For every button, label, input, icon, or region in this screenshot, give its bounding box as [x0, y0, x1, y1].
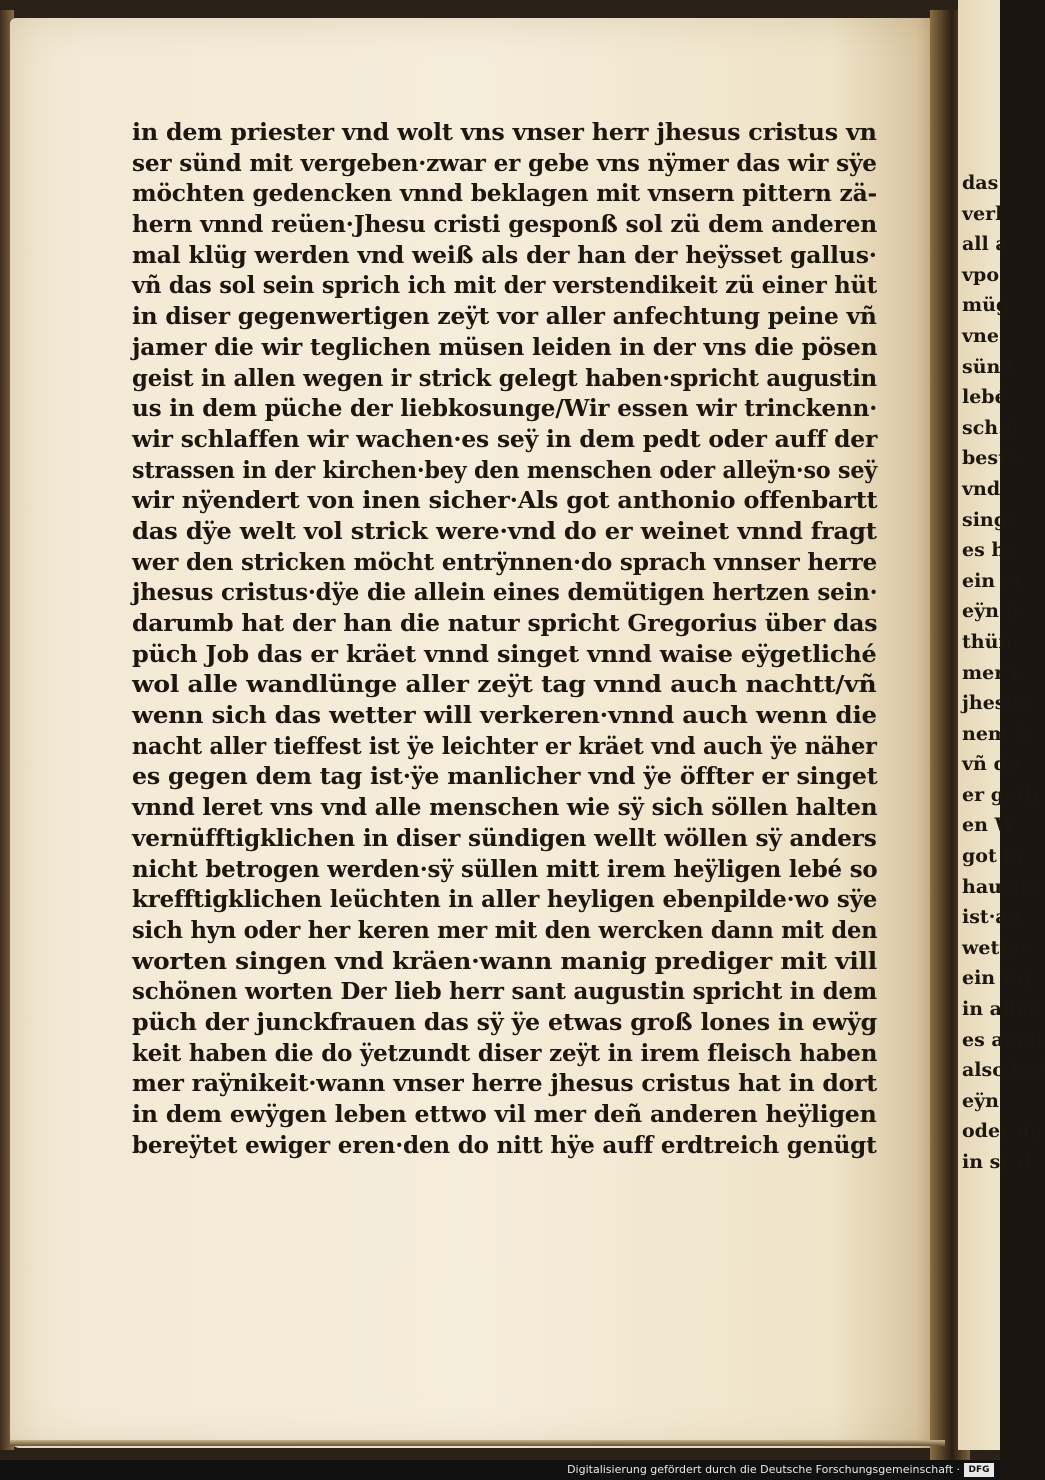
text-line: wol alle wandlünge aller zeÿt tag vnnd auch nachtt/vñ [132, 671, 877, 699]
right-page-line: ist·au [962, 906, 1022, 929]
main-text-block [132, 118, 892, 1161]
footer-credit: Digitalisierung gefördert durch die Deutsche Forschungsgemeinschaft · [567, 1463, 960, 1476]
text-line: vnnd leret vns vnd alle menschen wie sÿ sich söllen halten [132, 794, 878, 822]
right-page-line: nem le [962, 722, 1034, 745]
text-line: krefftigklichen leüchten in aller heyligen ebenpilde·wo sÿe [132, 886, 878, 914]
right-page-line: singe [962, 508, 1020, 531]
right-page-line: jhesus [962, 692, 1030, 715]
text-line: wir schlaffen wir wachen·es seÿ in dem pedt oder auff der [132, 425, 878, 453]
text-line: nacht aller tieffest ist ÿe leichter er kräet vnd auch ÿe näher [132, 732, 877, 760]
text-line: strassen in der kirchen·bey den menschen oder alleÿn·so seÿ [132, 456, 878, 484]
text-line: wer den stricken möcht entrÿnnen·do sprach vnnser herre [132, 548, 878, 576]
text-line: us in dem püche der liebkosunge/Wir essen wir trinckenn· [132, 395, 878, 423]
right-page-line: sch.d [962, 416, 1018, 439]
right-page-line: es ha [962, 539, 1018, 562]
text-line: möchten gedencken vnnd beklagen mit vnsern pittern zä- [132, 180, 877, 208]
right-page-line: sünd [962, 355, 1014, 378]
right-page-line: beste [962, 447, 1019, 470]
text-line: mer raÿnikeit·wann vnser herre jhesus cristus hat in dort [132, 1070, 877, 1098]
text-line: nicht betrogen werden·sÿ süllen mitt irem heÿligen lebé so [132, 855, 878, 883]
text-line: jhesus cristus·dÿe die allein eines demütigen hertzen sein· [132, 579, 878, 607]
text-line: hern vnnd reüen·Jhesu cristi gesponß sol zü dem anderen [132, 211, 878, 239]
right-page-line: verl [962, 202, 1003, 225]
right-page-text [962, 168, 1045, 1178]
right-page-line: en W [962, 814, 1016, 837]
right-page-line: wetter [962, 936, 1031, 959]
text-line: keit haben die do ÿetzundt diser zeÿt in irem fleisch haben [132, 1039, 878, 1067]
text-line: darumb hat der han die natur spricht Gregorius über das [132, 610, 878, 637]
text-line: geist in allen wegen ir strick gelegt haben·spricht augustin [132, 364, 877, 392]
right-page-line: got lo [962, 845, 1024, 868]
right-page-line: also hal [962, 1059, 1045, 1082]
dfg-logo: DFG [964, 1463, 994, 1477]
text-line: in dem ewÿgen leben ettwo vil mer deñ anderen heÿligen [132, 1101, 877, 1128]
right-page-line: vñ do [962, 753, 1020, 776]
right-page-line: ein er [962, 569, 1024, 592]
right-page-line: vne [962, 324, 999, 347]
right-page-line: in aller [962, 998, 1039, 1021]
right-page-line: all a [962, 233, 1008, 256]
right-page-line: lebé [962, 386, 1007, 409]
right-page-line: oder da [962, 1120, 1043, 1143]
right-page-line: vpo. [962, 263, 1006, 286]
text-line: vernüfftigklichen in diser sündigen wellt wöllen sÿ anders [132, 824, 877, 852]
right-page-line: thün [962, 630, 1013, 653]
text-line: in diser gegenwertigen zeÿt vor aller anfechtung peine vñ [132, 303, 877, 331]
text-line: vñ das sol sein sprich ich mit der verstendikeit zü einer hüt [132, 272, 878, 300]
right-page-line: in sÿ d [962, 1151, 1032, 1173]
text-line: das dÿe welt vol strick were·vnd do er weinet vnnd fragt [132, 517, 877, 545]
right-page [958, 0, 1045, 1450]
text-line: püch der junckfrauen das sÿ ÿe etwas groß lones in ewÿg [132, 1008, 878, 1036]
right-page-line: es auch [962, 1028, 1043, 1051]
text-line: schönen worten Der lieb herr sant augustin spricht in dem [132, 978, 877, 1006]
text-line: in dem priester vnd wolt vns vnser herr jhesus cristus vn [132, 119, 877, 146]
right-page-line: ein raÿ [962, 967, 1036, 990]
right-page-line: vnd [962, 477, 1001, 500]
right-page-line: eÿn [962, 1089, 999, 1112]
right-page-line: er geth [962, 783, 1039, 806]
text-line: jamer die wir teglichen müsen leiden in der vns die pösen [132, 333, 878, 361]
right-page-line: eÿn h [962, 600, 1020, 623]
text-line: wenn sich das wetter will verkeren·vnnd auch wenn die [132, 702, 877, 730]
right-page-line: mer v [962, 661, 1022, 684]
text-line: ser sünd mit vergeben·zwar er gebe vns nÿmer das wir sÿe [132, 149, 877, 177]
text-line: püch Job das er kräet vnnd singet vnnd waise eÿgetliché [132, 640, 877, 668]
footer-bar [0, 1460, 1000, 1480]
right-page-line: hausho [962, 875, 1040, 898]
text-line: es gegen dem tag ist·ÿe manlicher vnd ÿe öffter er singet [132, 763, 878, 791]
page-bottom-edge [10, 1440, 945, 1446]
right-page-line: müg [962, 294, 1010, 317]
right-page-line: das [962, 172, 999, 194]
text-line: sich hyn oder her keren mer mit den wercken dann mit den [132, 916, 878, 944]
text-line: mal klüg werden vnd weiß als der han der heÿsset gallus· [132, 241, 877, 269]
text-line: wir nÿendert von inen sicher·Als got anthonio offenbartt [132, 487, 878, 515]
text-line: worten singen vnd kräen·wann manig prediger mit vill [132, 947, 877, 975]
text-line: bereÿtet ewiger eren·den do nitt hÿe auff erdtreich genügt [132, 1131, 877, 1159]
